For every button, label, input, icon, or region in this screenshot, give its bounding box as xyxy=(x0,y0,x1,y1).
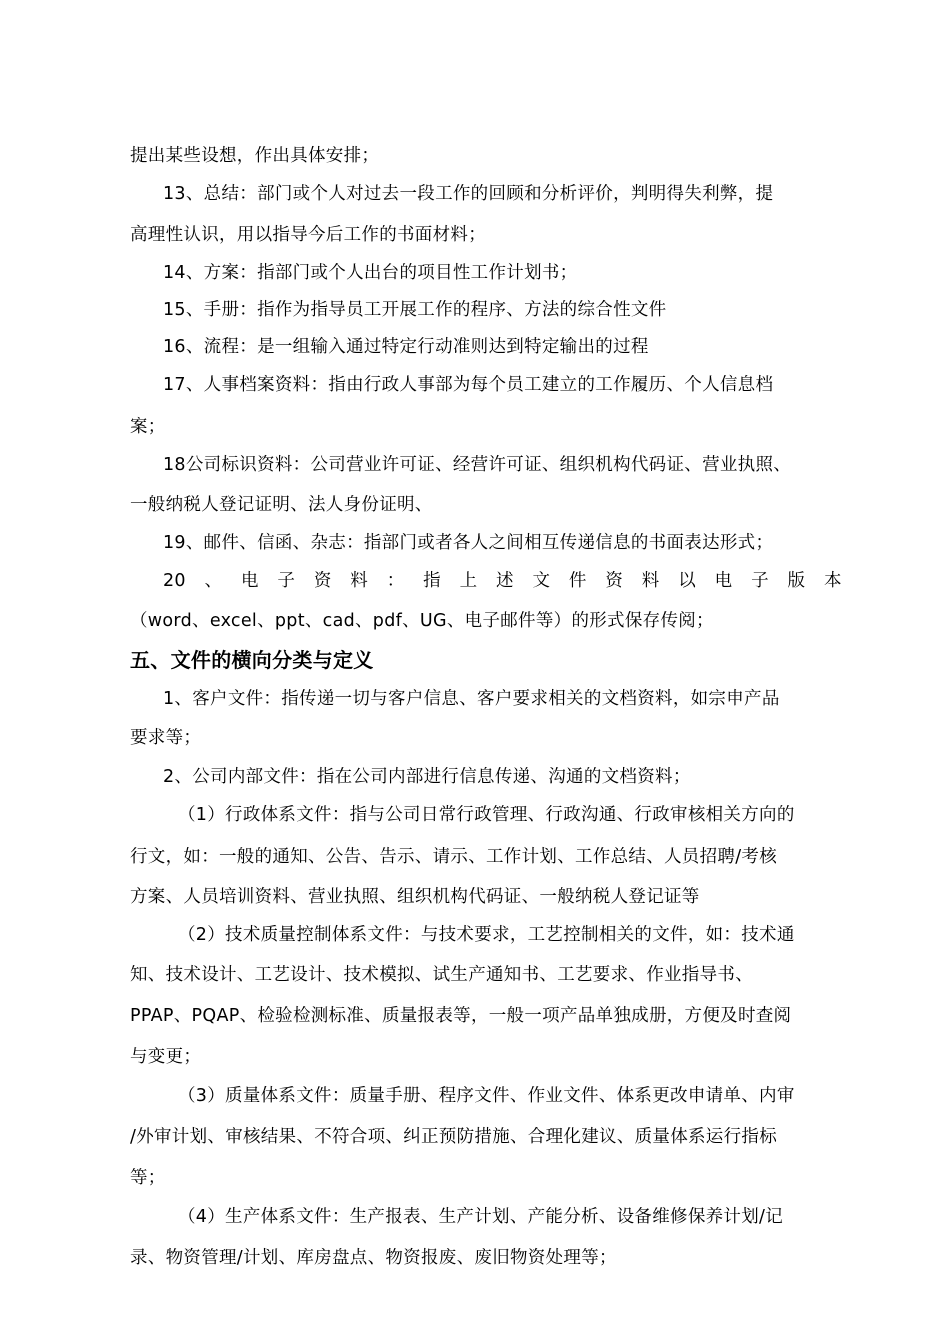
text-segment: 电 xyxy=(240,571,259,591)
text-line: 提出某些设想，作出具体安排； xyxy=(130,146,380,166)
text-line: 录、物资管理/计划、库房盘点、物资报废、废旧物资处理等； xyxy=(130,1248,617,1268)
text-line: （1）行政体系文件：指与公司日常行政管理、行政沟通、行政审核相关方向的 xyxy=(178,805,795,825)
text-line: /外审计划、审核结果、不符合项、纠正预防措施、合理化建议、质量体系运行指标 xyxy=(130,1127,777,1147)
text-line: PPAP、PQAP、检验检测标准、质量报表等，一般一项产品单独成册，方便及时查阅 xyxy=(130,1006,792,1026)
text-line: 15、手册：指作为指导员工开展工作的程序、方法的综合性文件 xyxy=(163,300,667,320)
text-segment: 资 xyxy=(313,571,332,591)
text-segment: 料 xyxy=(350,571,369,591)
text-line: 19、邮件、信函、杂志：指部门或者各人之间相互传递信息的书面表达形式； xyxy=(163,533,774,553)
text-line: 案； xyxy=(130,417,166,437)
text-line: 知、技术设计、工艺设计、技术模拟、试生产通知书、工艺要求、作业指导书、 xyxy=(130,965,753,985)
text-line: 要求等； xyxy=(130,728,202,748)
text-segment: 、 xyxy=(204,571,223,591)
text-segment: ： xyxy=(386,571,405,591)
text-segment: 件 xyxy=(568,571,587,591)
text-line: （2）技术质量控制体系文件：与技术要求，工艺控制相关的文件，如：技术通 xyxy=(178,925,795,945)
text-line: 方案、人员培训资料、营业执照、组织机构代码证、一般纳税人登记证等 xyxy=(130,887,700,907)
text-line: 1、客户文件：指传递一切与客户信息、客户要求相关的文档资料，如宗申产品 xyxy=(163,689,780,709)
text-line: 等； xyxy=(130,1168,166,1188)
text-line: 高理性认识，用以指导今后工作的书面材料； xyxy=(130,225,486,245)
text-segment: 版 xyxy=(787,571,806,591)
text-line: 18公司标识资料：公司营业许可证、经营许可证、组织机构代码证、营业执照、 xyxy=(163,455,792,475)
text-line: 一般纳税人登记证明、法人身份证明、 xyxy=(130,495,433,515)
text-segment: 文 xyxy=(532,571,551,591)
text-segment: 资 xyxy=(605,571,624,591)
text-line: 2、公司内部文件：指在公司内部进行信息传递、沟通的文档资料； xyxy=(163,767,691,787)
text-line: 与变更； xyxy=(130,1047,202,1067)
text-line: 13、总结：部门或个人对过去一段工作的回顾和分析评价，判明得失利弊，提 xyxy=(163,184,774,204)
text-segment: 上 xyxy=(459,571,478,591)
text-segment: 电 xyxy=(714,571,733,591)
text-line: 16、流程：是一组输入通过特定行动准则达到特定输出的过程 xyxy=(163,337,649,357)
text-line: 17、人事档案资料：指由行政人事部为每个员工建立的工作履历、个人信息档 xyxy=(163,375,774,395)
text-line: （4）生产体系文件：生产报表、生产计划、产能分析、设备维修保养计划/记 xyxy=(178,1207,784,1227)
text-segment: 以 xyxy=(678,571,696,591)
text-segment: 子 xyxy=(751,571,769,591)
text-line: （word、excel、ppt、cad、pdf、UG、电子邮件等）的形式保存传阅； xyxy=(130,611,714,631)
text-line: （3）质量体系文件：质量手册、程序文件、作业文件、体系更改申请单、内审 xyxy=(178,1086,795,1106)
text-line: 14、方案：指部门或个人出台的项目性工作计划书； xyxy=(163,263,578,283)
text-segment: 料 xyxy=(641,571,660,591)
text-segment: 指 xyxy=(423,571,441,591)
text-segment: 述 xyxy=(496,571,514,591)
text-line-justified xyxy=(163,566,842,596)
text-segment: 本 xyxy=(823,571,842,591)
text-segment: 子 xyxy=(277,571,296,591)
section-heading: 五、文件的横向分类与定义 xyxy=(130,648,374,672)
text-line: 行文，如：一般的通知、公告、告示、请示、工作计划、工作总结、人员招聘/考核 xyxy=(130,847,777,867)
text-segment: 20 xyxy=(163,571,186,591)
